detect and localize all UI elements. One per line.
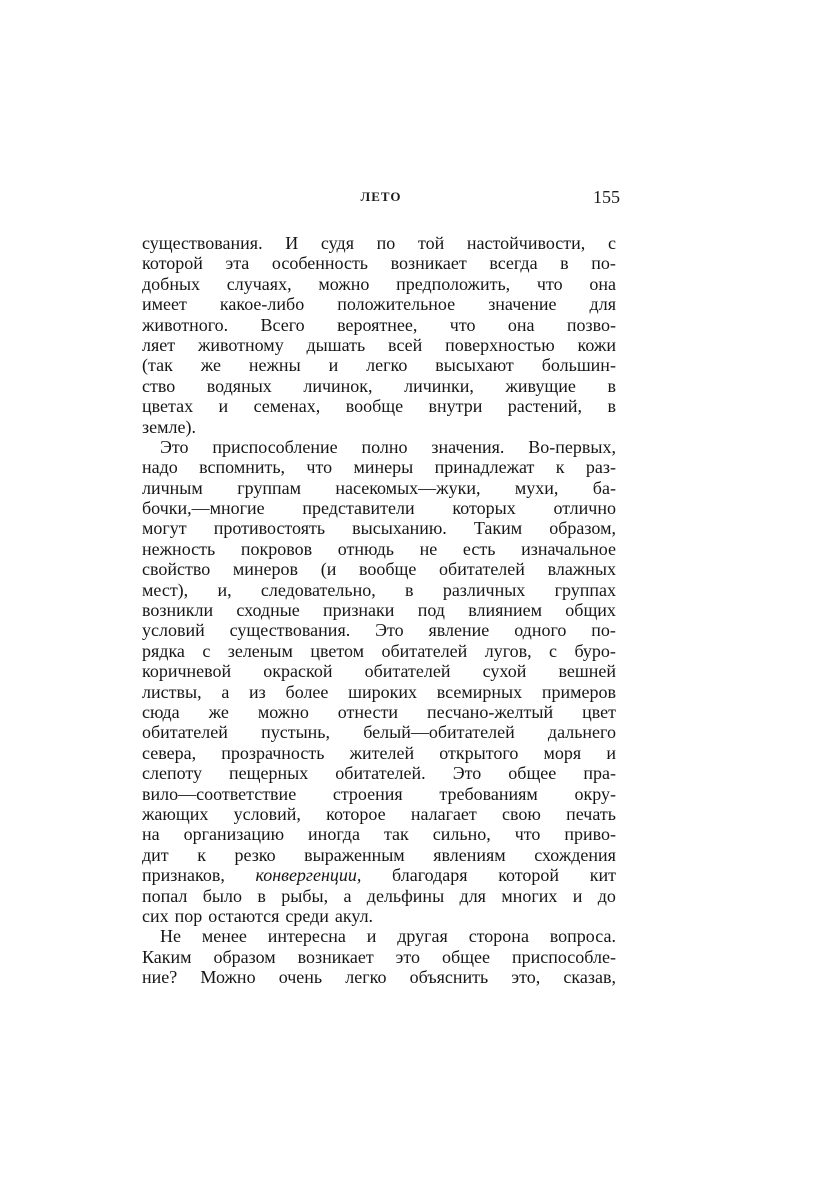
word: листвы, xyxy=(142,681,202,702)
word: образом xyxy=(213,946,276,967)
word: всемирных xyxy=(436,681,523,702)
word: какое-либо xyxy=(219,294,305,315)
word: обитателей. xyxy=(335,763,426,784)
word: дельфины xyxy=(366,885,445,906)
word: свою xyxy=(502,803,541,824)
text-line xyxy=(142,886,616,906)
word: минеров xyxy=(232,559,299,580)
word: кожи xyxy=(577,334,616,355)
word: же xyxy=(200,355,221,376)
word: Это xyxy=(452,763,482,784)
word: той xyxy=(417,233,445,253)
word: значение xyxy=(488,294,557,315)
page-header xyxy=(142,187,620,211)
word: поверхностью xyxy=(445,334,555,355)
text-line xyxy=(142,600,616,620)
word: по- xyxy=(591,253,616,274)
word: было xyxy=(202,885,242,906)
word: предположить, xyxy=(396,273,511,294)
word: рыбы, xyxy=(281,885,329,906)
word: минеры xyxy=(353,457,414,478)
word: организацию xyxy=(183,824,285,845)
word: обитателей xyxy=(142,722,228,743)
text-line xyxy=(142,824,616,844)
word: под xyxy=(417,600,445,621)
text-line xyxy=(142,804,616,824)
word: же xyxy=(208,701,229,722)
word: пещерных xyxy=(229,763,309,784)
text-line xyxy=(142,396,616,416)
word: к xyxy=(197,844,206,865)
word: не xyxy=(419,538,438,559)
word: вообще xyxy=(345,396,404,417)
word: различных xyxy=(442,579,526,600)
text-line xyxy=(142,559,616,579)
word: противостоять xyxy=(213,518,326,539)
word: сторона xyxy=(468,926,529,947)
word: белый—обитателей xyxy=(363,722,515,743)
word: могут xyxy=(142,518,187,539)
text-line xyxy=(142,457,616,477)
text-line xyxy=(142,702,616,722)
word: влиянием xyxy=(468,600,543,621)
text-line xyxy=(142,253,616,273)
word: акул. xyxy=(334,905,374,926)
word: животному xyxy=(197,334,284,355)
word: можно xyxy=(257,701,309,722)
word: что xyxy=(536,273,563,294)
word: свойство xyxy=(142,559,211,580)
word: широких xyxy=(348,681,418,702)
word: цвет xyxy=(582,701,616,722)
word: лугов, xyxy=(484,640,532,661)
word: жителей xyxy=(349,742,415,763)
word: в xyxy=(405,579,414,600)
word: имеет xyxy=(142,294,187,315)
word: принадлежат xyxy=(434,457,535,478)
word: и xyxy=(366,926,377,947)
word: обитателей xyxy=(381,640,468,661)
word: к xyxy=(555,457,565,478)
word: мест), xyxy=(142,579,189,600)
word: менее xyxy=(201,926,247,947)
word: приво- xyxy=(564,824,616,845)
word: образом, xyxy=(549,518,616,539)
word: по xyxy=(376,233,396,253)
text-line xyxy=(142,926,616,946)
text-line xyxy=(142,620,616,640)
word: а xyxy=(343,885,352,906)
word: для xyxy=(589,294,616,315)
word: положительное xyxy=(337,294,456,315)
word: с xyxy=(202,640,211,661)
word: зеленым xyxy=(227,640,293,661)
text-line xyxy=(142,906,616,926)
text-line xyxy=(142,641,616,661)
text-line xyxy=(142,274,616,294)
word: и xyxy=(218,396,229,417)
word: жающих xyxy=(142,803,209,824)
running-head: ЛЕТО xyxy=(360,189,402,204)
word: всей xyxy=(388,334,423,355)
word: случаях, xyxy=(226,273,292,294)
word: кит xyxy=(589,865,616,886)
word: выраженным xyxy=(304,844,405,865)
word: она xyxy=(589,273,616,294)
word: вероятнее, xyxy=(337,314,418,335)
word: надо xyxy=(142,457,178,478)
word: Не xyxy=(160,926,181,947)
word: прозрачность xyxy=(221,742,325,763)
word: существования. xyxy=(142,233,263,253)
text-line xyxy=(142,417,616,437)
word: для xyxy=(459,885,486,906)
word: личинок, xyxy=(303,375,373,396)
word: строения xyxy=(332,783,403,804)
word: вило—соответствие xyxy=(142,783,297,804)
word: сих xyxy=(142,905,169,926)
word: это xyxy=(395,946,421,967)
word: более xyxy=(285,681,329,702)
text-line xyxy=(142,437,616,457)
word: коричневой xyxy=(142,661,232,682)
word: до xyxy=(597,885,616,906)
word: значения. xyxy=(431,436,505,457)
word: явление xyxy=(428,620,490,641)
text-line xyxy=(142,865,616,885)
word: отнести xyxy=(337,701,398,722)
word: налагает xyxy=(410,803,477,824)
word: резко xyxy=(234,844,276,865)
word: объяснить xyxy=(409,967,489,988)
word: нежны xyxy=(248,355,301,376)
word: всегда xyxy=(489,253,538,274)
text-line xyxy=(142,743,616,763)
text-line xyxy=(142,335,616,355)
word: Можно xyxy=(200,967,256,988)
text-line xyxy=(142,661,616,681)
word: личным xyxy=(142,477,203,498)
word: обитателей xyxy=(439,559,525,580)
word: обитателей xyxy=(364,661,451,682)
word: пра- xyxy=(583,763,616,784)
word: земле). xyxy=(142,416,196,437)
word: в xyxy=(607,396,616,417)
word: возникает xyxy=(390,253,467,274)
word: в xyxy=(560,253,569,274)
word: условий xyxy=(142,620,205,641)
text-line xyxy=(142,947,616,967)
word: отлично xyxy=(553,498,616,519)
word: Всего xyxy=(260,314,305,335)
word: Это xyxy=(375,620,404,641)
word: в xyxy=(257,885,266,906)
word: покровов xyxy=(240,538,313,559)
word: и, xyxy=(217,579,232,600)
text-line xyxy=(142,478,616,498)
word: сухой xyxy=(482,661,527,682)
italic-term: конвергенции, xyxy=(255,865,362,886)
word: можно xyxy=(318,273,370,294)
word: ние? xyxy=(142,967,178,988)
text-line xyxy=(142,784,616,804)
word: среди xyxy=(285,905,329,926)
word: ляет xyxy=(142,334,176,355)
word: и xyxy=(328,355,339,376)
word: водяных xyxy=(206,375,272,396)
text-line xyxy=(142,355,616,375)
word: живущие xyxy=(505,375,576,396)
word: полно xyxy=(361,436,408,457)
word: окру- xyxy=(574,783,616,804)
word: сходные xyxy=(236,600,300,621)
word: И xyxy=(285,233,299,253)
word: есть xyxy=(462,538,496,559)
word: схождения xyxy=(534,844,616,865)
word: настойчивости, xyxy=(466,233,586,253)
word: песчано-желтый xyxy=(426,701,554,722)
word: признаки xyxy=(323,600,395,621)
word: возникли xyxy=(142,600,214,621)
word: Во-первых, xyxy=(528,436,616,457)
word: по- xyxy=(591,620,616,641)
text-line xyxy=(142,233,616,253)
word: высыхают xyxy=(435,355,514,376)
word: моря xyxy=(543,742,582,763)
word: попал xyxy=(142,885,188,906)
text-line xyxy=(142,498,616,518)
text-line xyxy=(142,763,616,783)
text-line xyxy=(142,539,616,559)
word: которых xyxy=(452,498,516,519)
text-line xyxy=(142,376,616,396)
word: легко xyxy=(345,967,387,988)
word: бочки,—многие xyxy=(142,498,265,519)
word: на xyxy=(142,824,160,845)
word: (и xyxy=(320,559,337,580)
text-line xyxy=(142,294,616,314)
word: цветах xyxy=(142,396,194,417)
word: это, xyxy=(511,967,541,988)
body-text xyxy=(142,233,616,987)
word: которое xyxy=(326,803,386,824)
text-line xyxy=(142,580,616,600)
word: сказав, xyxy=(563,967,616,988)
word: в xyxy=(607,375,616,396)
word: а xyxy=(221,681,230,702)
word: общее xyxy=(441,946,490,967)
word: ство xyxy=(142,375,176,396)
word: благодаря xyxy=(392,865,468,886)
word: требованиям xyxy=(439,783,538,804)
word: остаются xyxy=(208,905,280,926)
word: вспомнить, xyxy=(199,457,286,478)
text-line xyxy=(142,722,616,742)
word: что xyxy=(514,824,541,845)
word: дальнего xyxy=(547,722,616,743)
word: многих xyxy=(501,885,558,906)
word: добных xyxy=(142,273,201,294)
word: что xyxy=(449,314,476,335)
word: из xyxy=(249,681,266,702)
word: внутри xyxy=(428,396,483,417)
word: позво- xyxy=(566,314,616,335)
text-line xyxy=(142,682,616,702)
word: вопроса. xyxy=(549,926,616,947)
word: которой xyxy=(142,253,203,274)
word: Таким xyxy=(473,518,523,539)
word: влажных xyxy=(547,559,616,580)
word: буро- xyxy=(574,640,616,661)
page-number: 155 xyxy=(593,187,620,207)
word: раз- xyxy=(585,457,616,478)
word: слепоту xyxy=(142,763,202,784)
word: которой xyxy=(498,865,560,886)
word: возникает xyxy=(297,946,374,967)
word: вешней xyxy=(558,661,616,682)
word: печать xyxy=(566,803,616,824)
word: семенах, xyxy=(253,396,321,417)
word: Каким xyxy=(142,946,192,967)
word: личинки, xyxy=(404,375,474,396)
text-line xyxy=(142,845,616,865)
word: рядка xyxy=(142,640,185,661)
word: условий, xyxy=(233,803,301,824)
word: легко xyxy=(366,355,408,376)
word: группах xyxy=(554,579,616,600)
word: с xyxy=(549,640,558,661)
word: одного xyxy=(514,620,567,641)
word: сильно, xyxy=(432,824,491,845)
word: группам xyxy=(237,477,301,498)
text-line xyxy=(142,315,616,335)
word: она xyxy=(507,314,535,335)
word: другая xyxy=(397,926,448,947)
word: общее xyxy=(508,763,557,784)
word: следовательно, xyxy=(260,579,376,600)
word: севера, xyxy=(142,742,197,763)
word: пустынь, xyxy=(261,722,331,743)
word: дит xyxy=(142,844,169,865)
word: так xyxy=(383,824,409,845)
word: признаков, xyxy=(142,865,225,886)
word: высыханию. xyxy=(352,518,447,539)
word: приспособление xyxy=(212,436,338,457)
word: интересна xyxy=(267,926,346,947)
word: иногда xyxy=(308,824,360,845)
word: насекомых—жуки, xyxy=(335,477,481,498)
word: мухи, xyxy=(514,477,559,498)
word: эта xyxy=(225,253,250,274)
word: что xyxy=(306,457,333,478)
word: судя xyxy=(320,233,354,253)
text-line xyxy=(142,967,616,987)
word: приспособле- xyxy=(511,946,616,967)
word: существования. xyxy=(229,620,351,641)
word: пор xyxy=(174,905,203,926)
word: окраской xyxy=(263,661,333,682)
word: открытого xyxy=(439,742,519,763)
word: Это xyxy=(160,436,189,457)
word: явлениям xyxy=(433,844,506,865)
word: вообще xyxy=(359,559,417,580)
word: большин- xyxy=(541,355,616,376)
word: отнюдь xyxy=(337,538,394,559)
word: с xyxy=(607,233,616,253)
word: и xyxy=(572,885,583,906)
word: общих xyxy=(565,600,616,621)
word: нежность xyxy=(142,538,216,559)
word: (так xyxy=(142,355,173,376)
word: сюда xyxy=(142,701,180,722)
word: и xyxy=(606,742,616,763)
word: представители xyxy=(302,498,415,519)
word: очень xyxy=(278,967,323,988)
word: ба- xyxy=(592,477,616,498)
word: примеров xyxy=(541,681,616,702)
word: цветом xyxy=(310,640,365,661)
word: дышать xyxy=(306,334,366,355)
word: животного. xyxy=(142,314,229,335)
word: особенность xyxy=(271,253,369,274)
word: изначальное xyxy=(521,538,616,559)
word: растений, xyxy=(507,396,583,417)
text-line xyxy=(142,518,616,538)
